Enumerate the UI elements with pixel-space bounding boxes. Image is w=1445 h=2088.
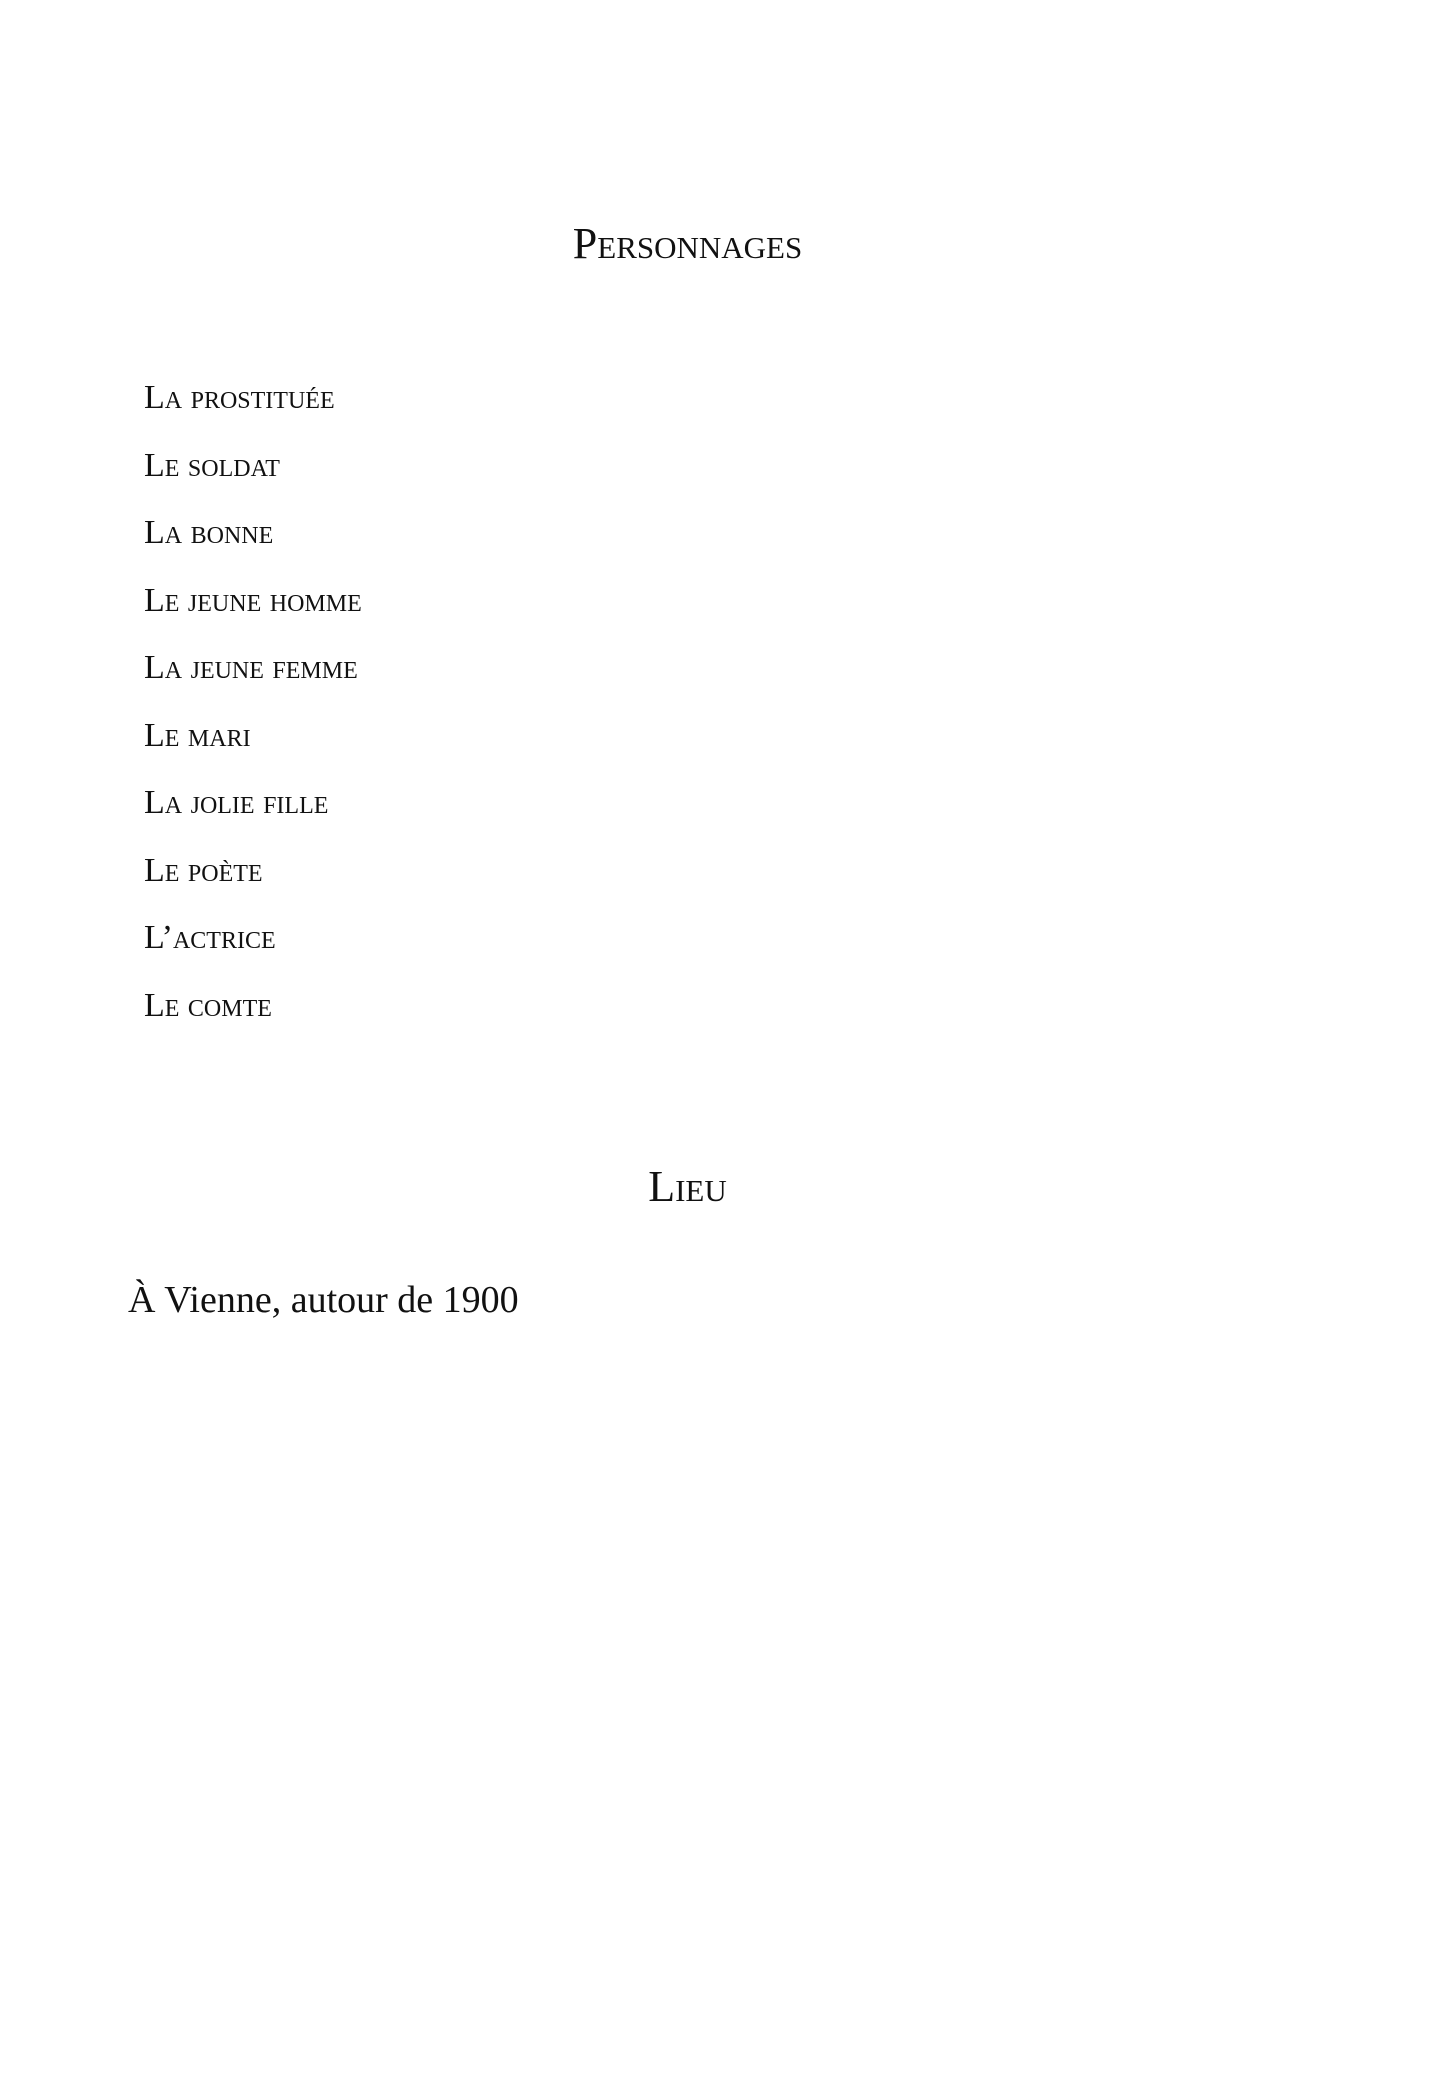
character-item: Le jeune homme	[144, 581, 362, 619]
character-item: Le mari	[144, 716, 251, 754]
character-item: La jolie fille	[144, 784, 329, 821]
character-item: La bonne	[144, 514, 274, 551]
character-item: La jeune femme	[144, 649, 358, 686]
character-item: L’actrice	[144, 919, 276, 956]
lieu-heading: Lieu	[648, 1162, 727, 1211]
character-list	[144, 381, 362, 1056]
place-description: À Vienne, autour de 1900	[128, 1279, 519, 1321]
character-item: Le poète	[144, 851, 263, 889]
personnages-heading: Personnages	[572, 219, 803, 268]
character-item: La prostituée	[144, 379, 335, 416]
character-item: Le comte	[144, 986, 272, 1024]
character-item: Le soldat	[144, 446, 280, 484]
